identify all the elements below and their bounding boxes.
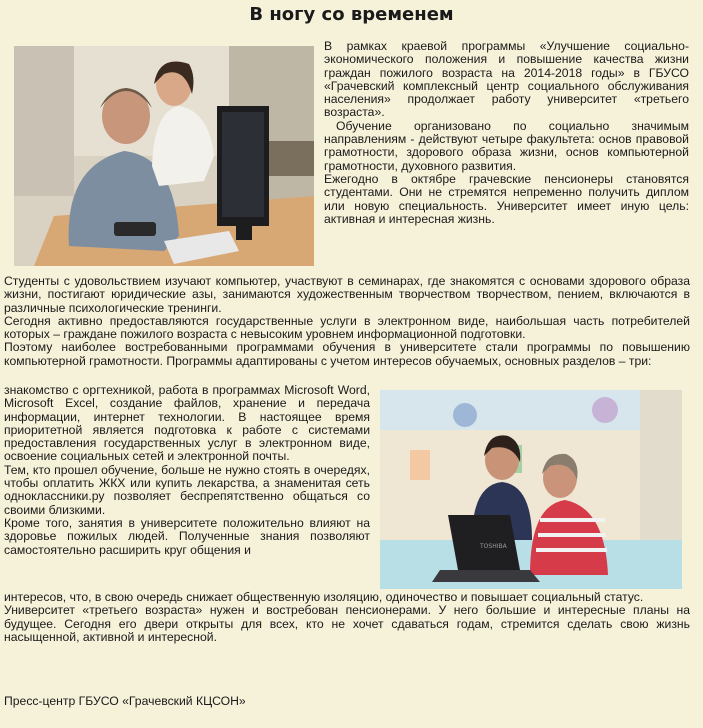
article-title: В ногу со временем <box>249 4 454 25</box>
paragraph: Поэтому наиболее востребованными программами обучения в университете стали программы по повышению компьютерной грамотности. Программы адаптированы с учетом интересов обучаемых, основных разделов – три: <box>4 340 690 368</box>
paragraph: Студенты с удовольствием изучают компьютер, участвуют в семинарах, где знакомятся с основами здорового образа жизни, постигают юридические азы, занимаются художественным творчеством творчеством, пением, включаются в различные психологические тренинги. <box>4 274 690 315</box>
paragraph: Сегодня активно предоставляются государственные услуги в электронном виде, наибольшая часть потребителей которых – граждане пожилого возраста с невысоким уровнем информационной подготовки. <box>4 313 690 342</box>
paragraph: Ежегодно в октябре грачевские пенсионеры становятся студентами. Они не стремятся непременно получить диплом или новую специальность. Университет имеет иную цель: активная и интересная жизнь. <box>324 171 689 226</box>
body-section-2 <box>4 591 690 644</box>
body-column-2 <box>4 384 370 557</box>
paragraph: В рамках краевой программы «Улучшение социально-экономического положения и повышение качества жизни граждан пожилого возраста на 2014-2018 годы» в ГБУСО «Грачевский комплексный центр социального обслуживания населения» продолжает работу университет «третьего возраста». <box>324 39 689 120</box>
paragraph: Университет «третьего возраста» нужен и востребован пенсионерами. У него большие и интересные планы на будущее. Сегодня его двери открыты для всех, кто не хочет сдаваться годам, стремится сделать свою жизнь насыщенной, активной и интересной. <box>4 603 690 644</box>
paragraph: знакомство с оргтехникой, работа в программах Microsoft Word, Microsoft Excel, создание файлов, хранение и передача информации, интернет технологии. В настоящее время приоритетной является подготовка к работе с системами предоставления государственных услуг в электронном виде, освоение социальных сетей и электронной почты. <box>4 383 370 464</box>
laptop-brand: TOSHIBA <box>480 543 507 550</box>
intro-column <box>324 40 689 226</box>
body-section-1 <box>4 275 690 368</box>
photo-laptop-lesson <box>380 390 682 589</box>
signature: Пресс-центр ГБУСО «Грачевский КЦСОН» <box>4 694 246 708</box>
photo-computer-class <box>14 46 314 266</box>
paragraph: Кроме того, занятия в университете положительно влияют на здоровье пожилых людей. Полученные знания позволяют самостоятельно расширить круг общения и <box>4 515 370 557</box>
paragraph: интересов, что, в свою очередь снижает общественную изоляцию, одиночество и повышает социальный статус. <box>4 590 644 604</box>
paragraph: Обучение организовано по социально значимым направлениям - действуют четыре факультета: основ правовой грамотности, здорового образа жизни, основ компьютерной грамотности, духовного развития. <box>324 118 689 173</box>
paragraph: Тем, кто прошел обучение, больше не нужно стоять в очередях, чтобы оплатить ЖКХ или купить лекарства, а знаменитая сеть одноклассники.ру позволяет беспрепятственно общаться со своими близкими. <box>4 462 370 517</box>
photo-laptop-lesson-icon <box>380 390 682 589</box>
photo-computer-class-icon <box>14 46 314 266</box>
